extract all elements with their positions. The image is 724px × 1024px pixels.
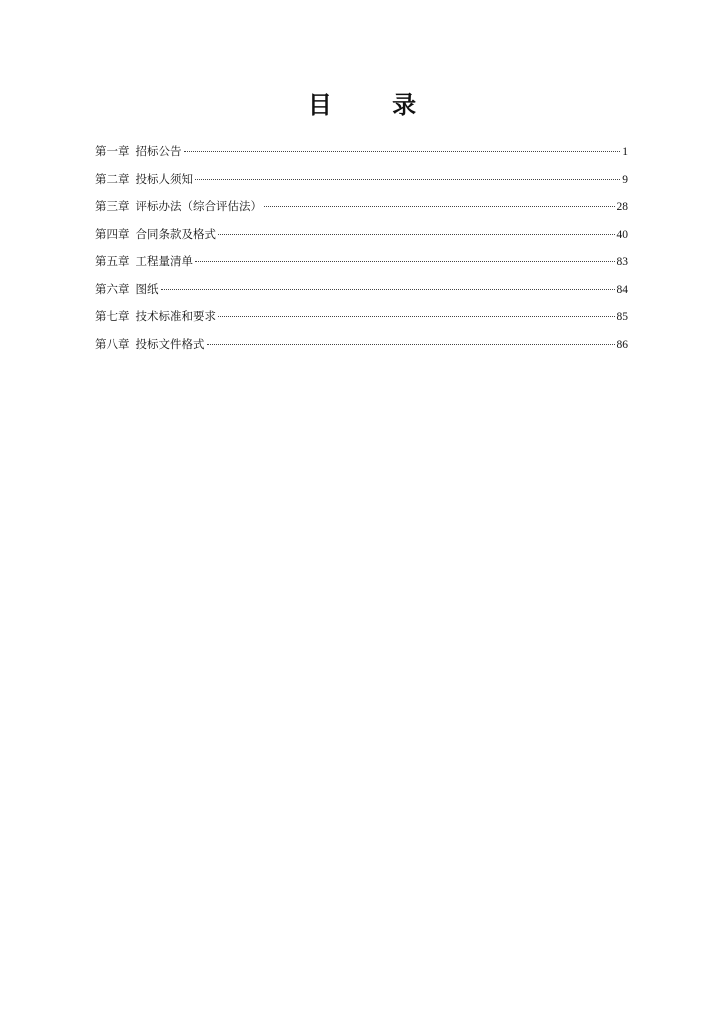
toc-chapter-heading: 招标公告 — [135, 144, 182, 158]
toc-chapter-heading: 工程量清单 — [135, 254, 193, 268]
toc-entry[interactable] — [95, 141, 628, 169]
toc-dot-leader — [207, 343, 615, 345]
toc-dot-leader — [195, 178, 620, 180]
toc-entry[interactable] — [95, 279, 628, 307]
toc-page-number: 83 — [616, 256, 628, 268]
toc-title: 目 录 — [307, 91, 443, 119]
toc-chapter-number: 第八章 — [95, 336, 130, 351]
toc-chapter-heading: 投标人须知 — [135, 171, 193, 186]
toc-dot-leader — [161, 288, 615, 290]
toc-chapter-heading: 图纸 — [135, 281, 159, 296]
toc-entry[interactable] — [95, 306, 628, 334]
toc-page-number: 9 — [622, 173, 628, 186]
toc-dot-leader — [218, 315, 615, 317]
toc-entry[interactable] — [95, 196, 628, 224]
toc-chapter-heading: 合同条款及格式 — [135, 226, 216, 241]
toc-chapter-heading: 评标办法（综合评估法） — [135, 199, 262, 213]
toc-entry[interactable] — [95, 334, 628, 362]
toc-entry[interactable] — [95, 251, 628, 279]
table-of-contents — [95, 141, 628, 361]
toc-page-number: 85 — [616, 311, 628, 323]
toc-page-number: 28 — [616, 201, 628, 213]
toc-chapter-number: 第七章 — [95, 309, 130, 323]
toc-chapter-number: 第四章 — [95, 226, 130, 241]
toc-page-number: 1 — [622, 146, 628, 158]
toc-chapter-number: 第一章 — [95, 144, 130, 158]
toc-dot-leader — [195, 260, 615, 262]
toc-page-number: 84 — [616, 283, 628, 296]
toc-dot-leader — [264, 205, 615, 207]
toc-chapter-number: 第二章 — [95, 171, 130, 186]
toc-page-number: 86 — [616, 338, 628, 351]
toc-chapter-heading: 技术标准和要求 — [135, 309, 216, 323]
toc-entry[interactable] — [95, 224, 628, 252]
toc-page-number: 40 — [616, 228, 628, 241]
toc-chapter-number: 第三章 — [95, 199, 130, 213]
toc-dot-leader — [218, 233, 615, 235]
toc-chapter-number: 第六章 — [95, 281, 130, 296]
toc-chapter-heading: 投标文件格式 — [135, 336, 205, 351]
toc-entry[interactable] — [95, 169, 628, 197]
toc-chapter-number: 第五章 — [95, 254, 130, 268]
toc-dot-leader — [184, 150, 621, 152]
